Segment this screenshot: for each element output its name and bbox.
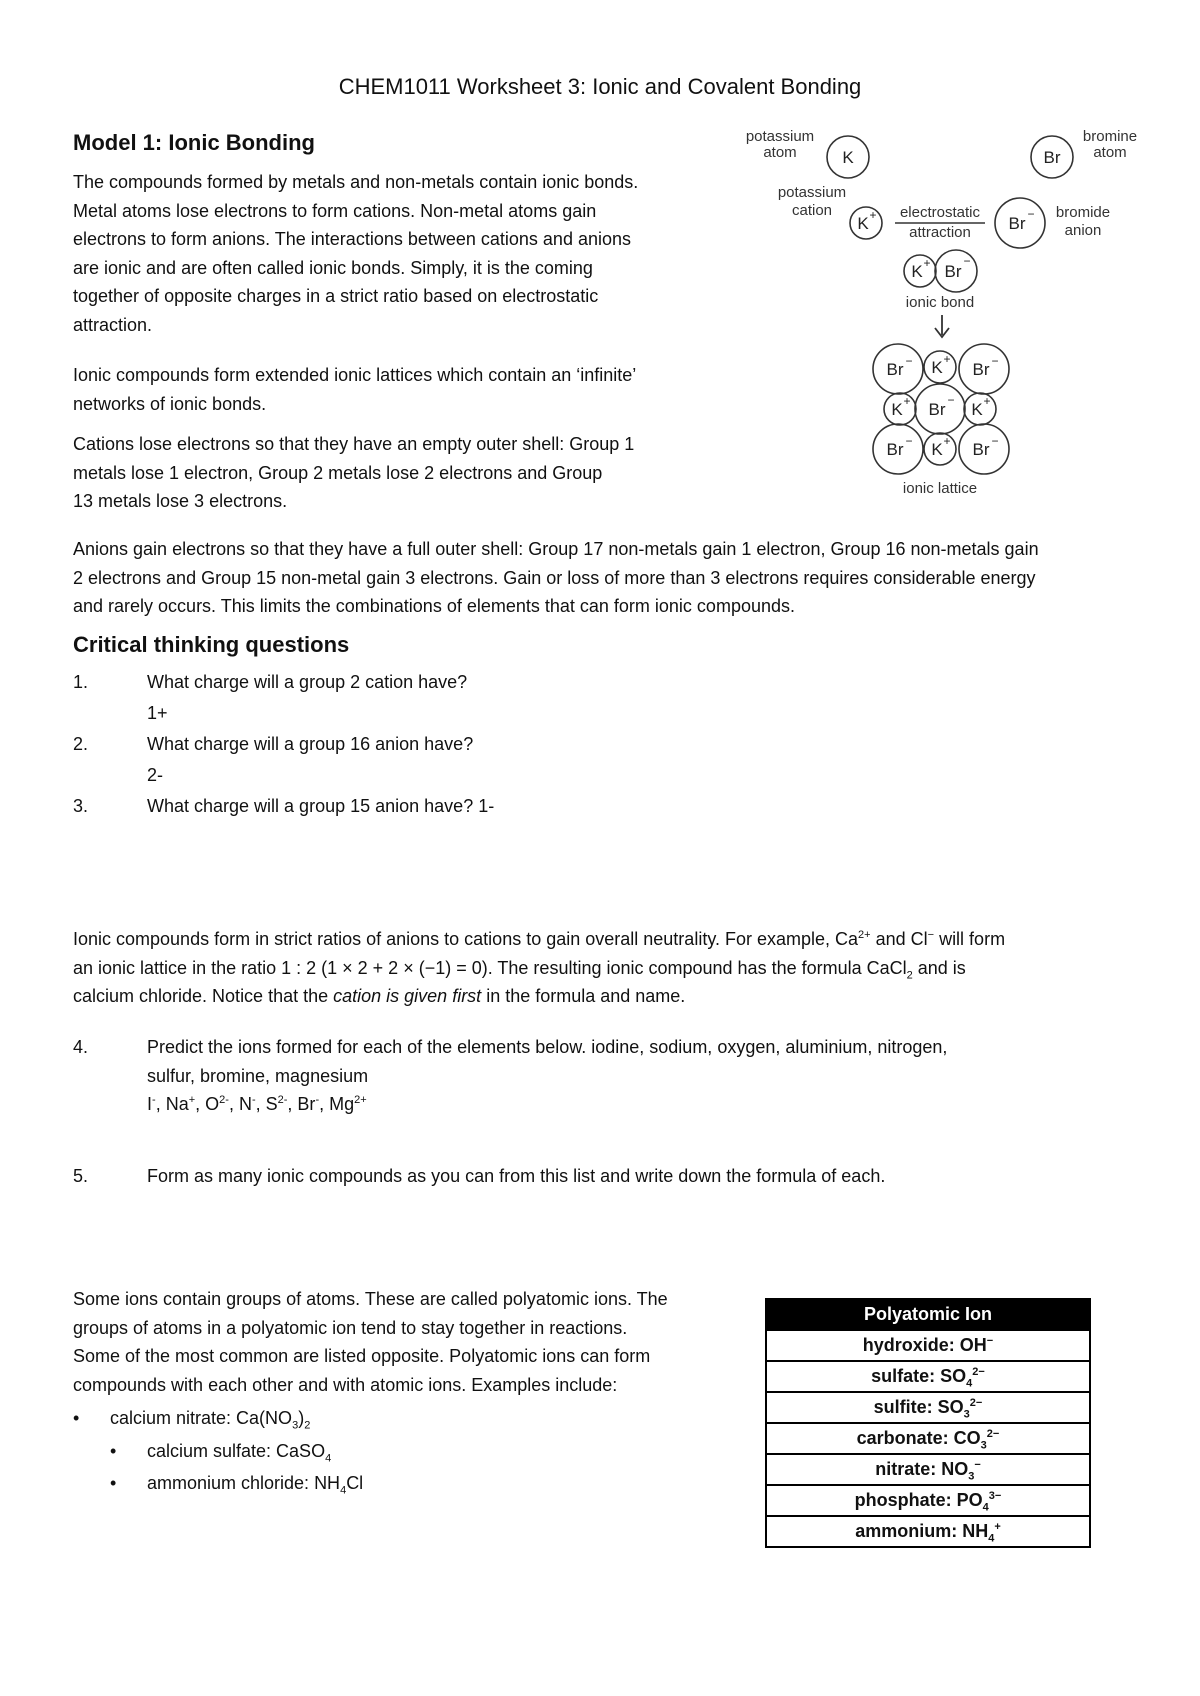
model1-paragraph-3: [73, 430, 733, 516]
table-cell: [766, 1516, 1090, 1547]
charge-plus: +: [983, 394, 991, 408]
model1-paragraph-4: [73, 535, 1173, 621]
model1-paragraph-1: [73, 168, 733, 339]
table-cell: [766, 1330, 1090, 1361]
table-row: [766, 1392, 1090, 1423]
table-row: [766, 1516, 1090, 1547]
superscript: 3−: [988, 1490, 1002, 1502]
question-number: 5.: [73, 1166, 89, 1186]
ctq-heading: Critical thinking questions: [73, 632, 350, 657]
text: calcium chloride. Notice that the: [73, 986, 334, 1006]
text: calcium nitrate: Ca(NO: [110, 1408, 293, 1428]
text: , N: [228, 1094, 252, 1114]
superscript: 2-: [277, 1094, 288, 1106]
list-item: [73, 1437, 753, 1466]
symbol-K: K: [911, 262, 923, 281]
subscript: 3: [968, 1470, 975, 1483]
model1-heading: Model 1: Ionic Bonding: [73, 130, 315, 155]
text: Ionic compounds form in strict ratios of anions to cations to gain overall neutrality. For example, Ca: [73, 929, 859, 949]
ratio-paragraph: [73, 925, 1173, 1011]
polyatomic-paragraph: [73, 1285, 753, 1399]
question-text: Predict the ions formed for each of the elements below. iodine, sodium, oxygen, aluminium, nitrogen,: [147, 1037, 948, 1057]
subscript: 3: [980, 1439, 987, 1452]
subscript: 4: [982, 1501, 989, 1514]
label-ionic-lattice: ionic lattice: [902, 480, 978, 497]
p4-line: 2 electrons and Group 15 non-metal gain 3 electrons. Gain or loss of more than 3 electrons requires considerable energy: [73, 567, 1036, 588]
subscript: 3: [292, 1419, 299, 1432]
question-1: [0, 672, 1200, 692]
table-row: [766, 1454, 1090, 1485]
symbol-K: K: [857, 214, 869, 233]
symbol-Br: Br: [944, 262, 962, 281]
answer-4[interactable]: [147, 1090, 947, 1119]
ion-name: carbonate: CO: [856, 1428, 981, 1448]
text: ): [298, 1408, 305, 1428]
text: Cl: [346, 1473, 364, 1493]
question-3: [0, 796, 1200, 816]
superscript: −: [927, 929, 935, 941]
symbol-K: K: [931, 358, 943, 377]
emphasis: cation is given first: [333, 986, 482, 1006]
label-bromine-atom: atom: [1093, 144, 1127, 161]
question-text: sulfur, bromine, magnesium: [147, 1065, 369, 1086]
text: , Na: [155, 1094, 189, 1114]
charge-plus: +: [869, 208, 877, 222]
question-number: 1.: [73, 672, 89, 692]
p2-line: Ionic compounds form extended ionic lattices which contain an ‘infinite’: [73, 365, 637, 385]
table-cell: [766, 1454, 1090, 1485]
answer-2[interactable]: 2-: [147, 765, 164, 785]
label-bromide-anion: bromide: [1055, 204, 1111, 221]
poly-line: Some ions contain groups of atoms. These are called polyatomic ions. The: [73, 1289, 668, 1309]
superscript: 2+: [354, 1094, 367, 1106]
subscript: 2: [304, 1419, 311, 1432]
list-item: [73, 1404, 753, 1433]
question-number: 2.: [73, 734, 89, 754]
examples-list: [73, 1404, 753, 1498]
label-potassium-cation: cation: [791, 202, 833, 219]
superscript: −: [974, 1459, 981, 1471]
question-4-body: [147, 1033, 947, 1119]
superscript: −: [986, 1335, 994, 1347]
question-number: 3.: [73, 796, 89, 816]
label-potassium-cation: potassium: [777, 184, 847, 201]
table-row: [766, 1423, 1090, 1454]
table-header-row: [766, 1299, 1090, 1330]
subscript: 4: [966, 1377, 973, 1390]
p2-line: networks of ionic bonds.: [73, 393, 267, 414]
label-bromine-atom: bromine: [1082, 128, 1138, 145]
p1-line: The compounds formed by metals and non-metals contain ionic bonds.: [73, 172, 639, 192]
superscript: -: [152, 1094, 156, 1106]
label-attraction: attraction: [909, 224, 971, 241]
text: I: [147, 1094, 153, 1114]
question-text: What charge will a group 16 anion have?: [147, 734, 474, 754]
label-potassium-atom: atom: [763, 144, 797, 161]
symbol-Br: Br: [1043, 148, 1061, 167]
superscript: -: [251, 1094, 256, 1106]
p1-line: attraction.: [73, 314, 153, 335]
bullet-icon: •: [110, 1440, 117, 1461]
subscript: 4: [988, 1532, 995, 1545]
text: in the formula and name.: [481, 986, 686, 1006]
charge-minus: −: [991, 354, 999, 368]
table-row: [766, 1330, 1090, 1361]
polyatomic-ion-table: [765, 1298, 1091, 1548]
subscript: 4: [325, 1452, 332, 1465]
p1-line: electrons to form anions. The interactions between cations and anions: [73, 229, 631, 249]
table-cell: [766, 1361, 1090, 1392]
p3-line: Cations lose electrons so that they have an empty outer shell: Group 1: [73, 434, 635, 454]
symbol-Br: Br: [928, 400, 946, 419]
superscript: 2−: [986, 1428, 1000, 1440]
charge-minus: −: [905, 354, 913, 368]
question-5: [0, 1166, 1200, 1186]
text: will form: [934, 929, 1006, 949]
text: ammonium chloride: NH: [147, 1473, 341, 1493]
table-cell: [766, 1423, 1090, 1454]
ion-name: hydroxide: OH: [862, 1335, 987, 1355]
question-2: [0, 734, 1200, 754]
charge-minus: −: [947, 393, 955, 407]
p3-line: 13 metals lose 3 electrons.: [73, 491, 288, 511]
superscript: +: [188, 1094, 196, 1106]
list-item: [73, 1469, 753, 1498]
ion-name: nitrate: NO: [875, 1459, 969, 1479]
poly-line: Some of the most common are listed opposite. Polyatomic ions can form: [73, 1346, 651, 1366]
charge-plus: +: [943, 352, 951, 366]
text: , S: [255, 1094, 278, 1114]
ratio-line-3: [73, 982, 1173, 1011]
subscript: 3: [963, 1408, 970, 1421]
ion-name: ammonium: NH: [855, 1521, 989, 1541]
p4-line: Anions gain electrons so that they have a full outer shell: Group 17 non-metals gain 1 electron, Group 16 non-metals gain: [73, 539, 1039, 559]
label-ionic-bond: ionic bond: [905, 294, 975, 311]
symbol-Br: Br: [886, 440, 904, 459]
question-text: What charge will a group 2 cation have?: [147, 672, 468, 692]
ratio-line-2: [73, 954, 1173, 983]
superscript: 2-: [219, 1094, 229, 1106]
ionic-bonding-diagram: [740, 125, 1180, 505]
symbol-Br: Br: [972, 360, 990, 379]
question-number: 4.: [73, 1037, 89, 1057]
subscript: 2: [906, 969, 913, 982]
poly-line: compounds with each other and with atomic ions. Examples include:: [73, 1374, 618, 1395]
superscript: -: [315, 1094, 320, 1106]
label-electrostatic: electrostatic: [899, 204, 981, 221]
bullet-icon: •: [73, 1408, 80, 1428]
label-bromide-anion: anion: [1064, 222, 1102, 239]
text: , Br: [287, 1094, 316, 1114]
answer-1[interactable]: 1+: [147, 703, 168, 723]
p1-line: Metal atoms lose electrons to form cations. Non-metal atoms gain: [73, 200, 597, 221]
table-header: Polyatomic Ion: [766, 1299, 1090, 1330]
table-row: [766, 1361, 1090, 1392]
text: calcium sulfate: CaSO: [147, 1440, 326, 1461]
table-cell: [766, 1485, 1090, 1516]
symbol-Br: Br: [972, 440, 990, 459]
question-text: Form as many ionic compounds as you can from this list and write down the formula of each.: [147, 1166, 886, 1186]
symbol-K: K: [971, 400, 983, 419]
table-row: [766, 1485, 1090, 1516]
label-potassium-atom: potassium: [745, 128, 815, 145]
charge-minus: −: [963, 254, 971, 268]
subscript: 4: [340, 1484, 347, 1497]
symbol-K: K: [891, 400, 903, 419]
symbol-Br: Br: [886, 360, 904, 379]
superscript: 2+: [858, 929, 871, 941]
charge-minus: −: [1027, 207, 1035, 221]
symbol-Br: Br: [1008, 214, 1026, 233]
charge-plus: +: [923, 256, 931, 270]
p1-line: are ionic and are often called ionic bonds. Simply, it is the coming: [73, 257, 593, 278]
text: and Cl: [870, 929, 928, 949]
charge-plus: +: [943, 434, 951, 448]
table-cell: [766, 1392, 1090, 1423]
superscript: +: [994, 1521, 1001, 1533]
text: an ionic lattice in the ratio 1 : 2 (1 × 2 + 2 × (−1) = 0). The resulting ionic compound has the formula CaCl: [73, 957, 907, 978]
p1-line: together of opposite charges in a strict ratio based on electrostatic: [73, 286, 599, 306]
ion-name: sulfate: SO: [871, 1366, 967, 1386]
page-title: CHEM1011 Worksheet 3: Ionic and Covalent Bonding: [338, 74, 862, 99]
poly-line: groups of atoms in a polyatomic ion tend to stay together in reactions.: [73, 1317, 628, 1338]
charge-plus: +: [903, 394, 911, 408]
p4-line: and rarely occurs. This limits the combinations of elements that can form ionic compounds.: [73, 596, 795, 616]
question-4: [0, 1037, 1200, 1127]
p3-line: metals lose 1 electron, Group 2 metals lose 2 electrons and Group: [73, 462, 603, 483]
symbol-K: K: [931, 440, 943, 459]
superscript: 2−: [972, 1366, 985, 1378]
model1-paragraph-2: [73, 361, 733, 418]
ion-name: phosphate: PO: [854, 1490, 983, 1510]
superscript: 2−: [969, 1397, 983, 1409]
text: and is: [912, 957, 966, 978]
charge-minus: −: [991, 434, 999, 448]
text: , O: [195, 1094, 220, 1114]
ratio-line-1: [73, 925, 1173, 954]
charge-minus: −: [905, 434, 913, 448]
text: , Mg: [319, 1094, 355, 1114]
ion-name: sulfite: SO: [873, 1397, 964, 1417]
bullet-icon: •: [110, 1473, 117, 1493]
symbol-K: K: [842, 148, 854, 167]
question-text[interactable]: What charge will a group 15 anion have? 1-: [147, 796, 495, 816]
